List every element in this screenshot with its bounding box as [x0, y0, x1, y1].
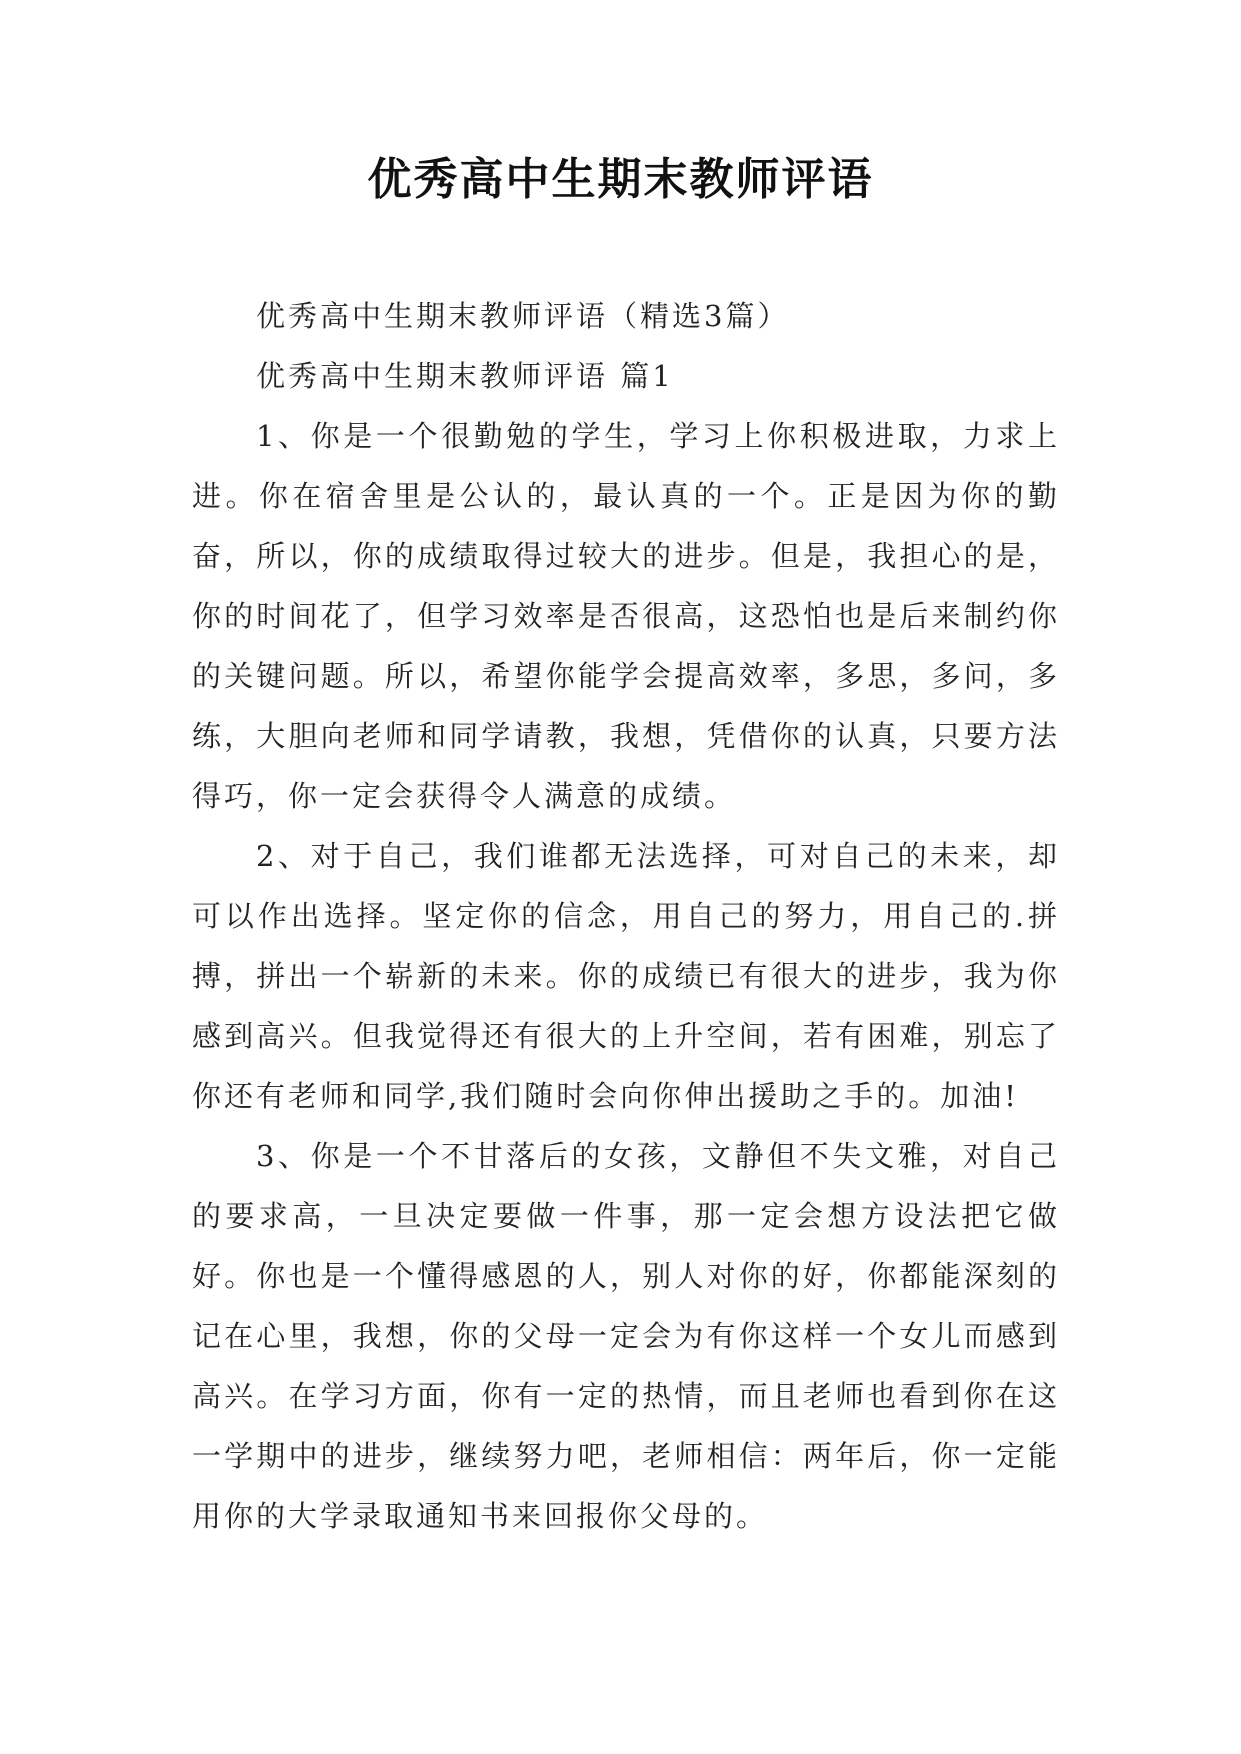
section-heading: 优秀高中生期末教师评语 篇1 [256, 359, 674, 393]
document-title: 优秀高中生期末教师评语 [367, 154, 874, 205]
comment-paragraph-3: 3、你是一个不甘落后的女孩，文静但不失文雅，对自己的要求高，一旦决定要做一件事，那一定会想方设法把它做好。你也是一个懂得感恩的人，别人对你的好，你都能深刻的记在心里，我想，你的父母一定会为有你这样一个女儿而感到高兴。在学习方面，你有一定的热情，而且老师也看到你在这一学期中的进步，继续努力吧，老师相信：两年后，你一定能用你的大学录取通知书来回报你父母的。 [192, 1139, 1060, 1533]
comment-paragraph-1: 1、你是一个很勤勉的学生，学习上你积极进取，力求上进。你在宿舍里是公认的，最认真的一个。正是因为你的勤奋，所以，你的成绩取得过较大的进步。但是，我担心的是，你的时间花了，但学习效率是否很高，这恐怕也是后来制约你的关键问题。所以，希望你能学会提高效率，多思，多问，多练，大胆向老师和同学请教，我想，凭借你的认真，只要方法得巧，你一定会获得令人满意的成绩。 [192, 419, 1060, 813]
subtitle-paragraph: 优秀高中生期末教师评语（精选3篇） [256, 299, 790, 333]
document-body [192, 286, 1060, 1546]
comment-paragraph-2: 2、对于自己，我们谁都无法选择，可对自己的未来，却可以作出选择。坚定你的信念，用自己的努力，用自己的.拼搏，拼出一个崭新的未来。你的成绩已有很大的进步，我为你感到高兴。但我觉得还有很大的上升空间，若有困难，别忘了你还有老师和同学,我们随时会向你伸出援助之手的。加油! [192, 839, 1060, 1113]
